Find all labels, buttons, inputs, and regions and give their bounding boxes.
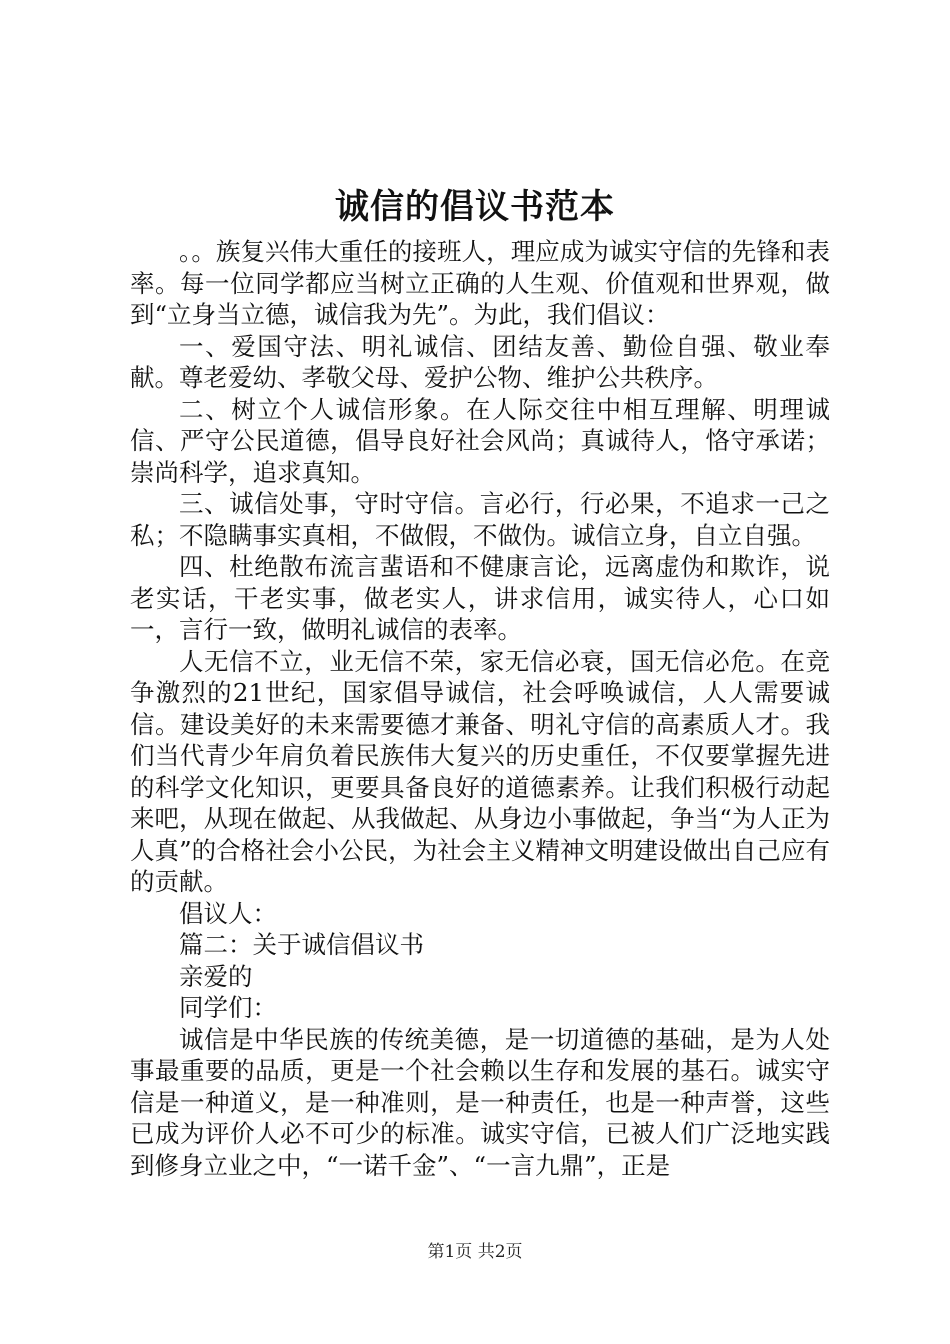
paragraph-proposal-3: 三、诚信处事，守时守信。言必行，行必果，不追求一己之私；不隐瞒事实真相，不做假，不做伪。诚信立身，自立自强。 [130,489,830,550]
page-number-footer: 第1页 共2页 [427,1242,523,1262]
signature-line: 倡议人： [179,898,277,928]
paragraph-intro: 。。族复兴伟大重任的接班人，理应成为诚实守信的先锋和表率。每一位同学都应当树立正确的人生观、价值观和世界观，做到“立身当立德，诚信我为先”。为此，我们倡议： [130,237,830,329]
paragraph-proposal-1: 一、爱国守法、明礼诚信、团结友善、勤俭自强、敬业奉献。尊老爱幼、孝敬父母、爱护公物、维护公共秩序。 [130,331,830,392]
paragraph-conclusion: 人无信不立，业无信不荣，家无信必衰，国无信必危。在竞争激烈的21世纪，国家倡导诚信，社会呼唤诚信，人人需要诚信。建设美好的未来需要德才兼备、明礼守信的高素质人才。我们当代青少年肩负着民族伟大复兴的历史重任，不仅要掌握先进的科学文化知识，更要具备良好的道德素养。让我们积极行动起来吧，从现在做起、从我做起、从身边小事做起，争当“为人正为人真”的合格社会小公民，为社会主义精神文明建设做出自己应有的贡献。 [130,646,830,896]
paragraph-proposal-4: 四、杜绝散布流言蜚语和不健康言论，远离虚伪和欺诈，说老实话，干老实事，做老实人，讲求信用，诚实待人，心口如一，言行一致，做明礼诚信的表率。 [130,552,830,644]
salutation-line-1: 亲爱的 [179,961,253,991]
document-title: 诚信的倡议书范本 [335,187,615,227]
paragraph-proposal-2: 二、树立个人诚信形象。在人际交往中相互理解、明理诚信、严守公民道德，倡导良好社会风尚；真诚待人，恪守承诺；崇尚科学，追求真知。 [130,394,830,487]
paragraph-part-two-body: 诚信是中华民族的传统美德，是一切道德的基础，是为人处事最重要的品质，更是一个社会赖以生存和发展的基石。诚实守信是一种道义，是一种准则，是一种责任，也是一种声誉，这些已成为评价人必不可少的标准。诚实守信，已被人们广泛地实践到修身立业之中，“一诺千金”、“一言九鼎”，正是 [130,1024,830,1180]
salutation-line-2: 同学们： [179,993,277,1022]
section-heading-part-two: 篇二：关于诚信倡议书 [179,930,424,959]
document-body [130,236,830,1181]
